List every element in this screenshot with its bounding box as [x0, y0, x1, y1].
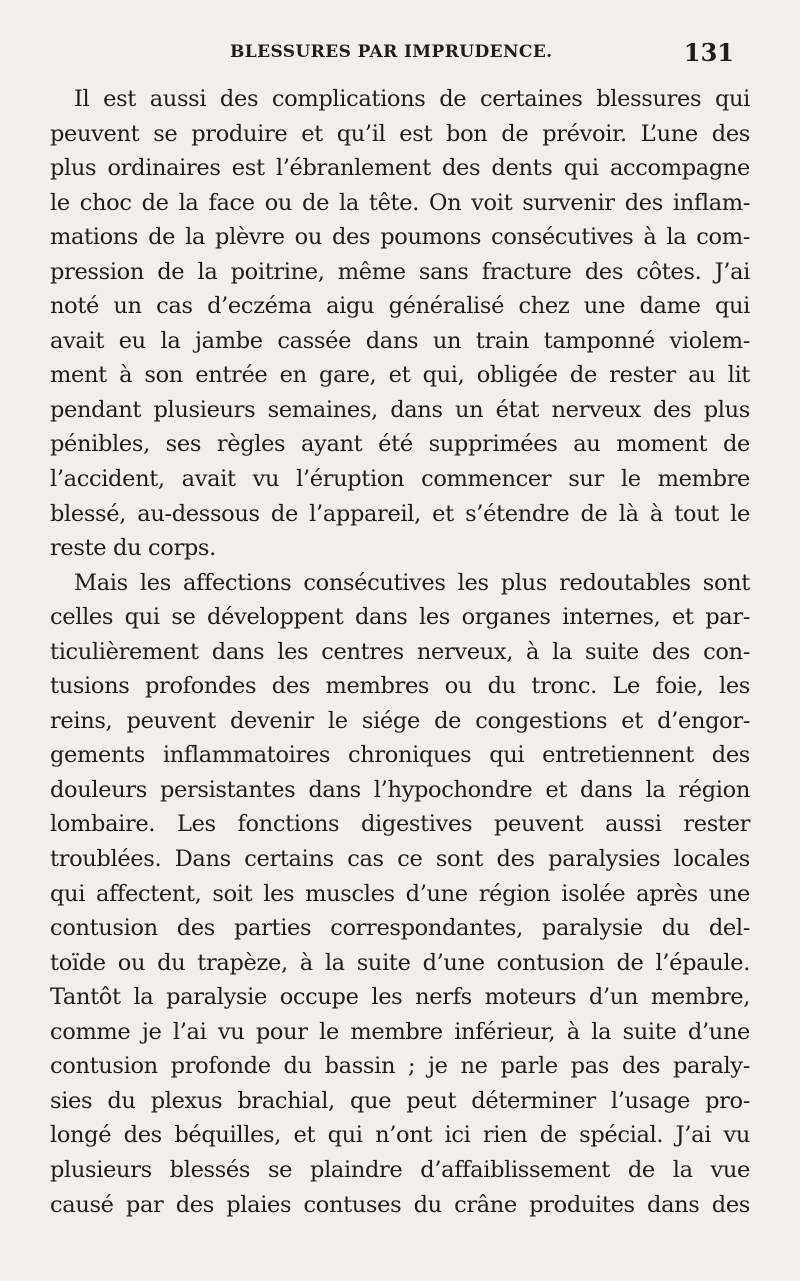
text-line: reste du corps. [50, 535, 216, 562]
text-line: Mais les affections consécutives les plus redoutables sont [74, 569, 750, 596]
running-title: BLESSURES PAR IMPRUDENCE. [230, 42, 553, 62]
text-line: le choc de la face ou de la tête. On voit survenir des inflam- [50, 189, 750, 216]
text-line: comme je l’ai vu pour le membre inférieur, à la suite d’une [50, 1018, 750, 1045]
text-line: tusions profondes des membres ou du tronc. Le foie, les [50, 673, 750, 700]
text-line: Il est aussi des complications de certaines blessures qui [74, 86, 750, 112]
text-line: pénibles, ses règles ayant été supprimées au moment de [50, 431, 750, 458]
text-line: plus ordinaires est l’ébranlement des dents qui accompagne [50, 155, 750, 182]
running-header [52, 38, 742, 72]
text-line: avait eu la jambe cassée dans un train tamponné violem- [50, 327, 750, 354]
text-line: pression de la poitrine, même sans fracture des côtes. J’ai [50, 258, 750, 285]
text-line: blessé, au-dessous de l’appareil, et s’étendre de là à tout le [50, 500, 750, 527]
text-line: lombaire. Les fonctions digestives peuvent aussi rester [50, 811, 750, 838]
text-line: celles qui se développent dans les organes internes, et par- [50, 604, 750, 631]
paragraph-2 [50, 566, 750, 1222]
body-text [50, 82, 750, 1222]
text-line: noté un cas d’eczéma aigu généralisé chez une dame qui [50, 293, 750, 320]
paragraph-1 [50, 82, 750, 566]
text-line: gements inflammatoires chroniques qui entretiennent des [50, 742, 750, 769]
text-line: qui affectent, soit les muscles d’une région isolée après une [50, 880, 750, 907]
text-line: peuvent se produire et qu’il est bon de prévoir. L’une des [50, 120, 750, 147]
text-line: Tantôt la paralysie occupe les nerfs moteurs d’un membre, [50, 984, 750, 1011]
text-line: ticulièrement dans les centres nerveux, à la suite des con- [50, 638, 750, 665]
text-line: toïde ou du trapèze, à la suite d’une contusion de l’épaule. [50, 949, 750, 976]
text-line: l’accident, avait vu l’éruption commencer sur le membre [50, 466, 750, 493]
text-line: plusieurs blessés se plaindre d’affaiblissement de la vue [50, 1156, 750, 1183]
text-line: ment à son entrée en gare, et qui, obligée de rester au lit [50, 362, 750, 389]
text-line: troublées. Dans certains cas ce sont des paralysies locales [50, 846, 750, 873]
text-line: sies du plexus brachial, que peut déterminer l’usage pro- [50, 1087, 750, 1114]
text-line: causé par des plaies contuses du crâne produites dans des [50, 1191, 750, 1218]
text-line: douleurs persistantes dans l’hypochondre et dans la région [50, 776, 750, 803]
text-line: contusion profonde du bassin ; je ne parle pas des paraly- [50, 1053, 750, 1080]
text-line: longé des béquilles, et qui n’ont ici rien de spécial. J’ai vu [50, 1122, 750, 1149]
text-line: mations de la plèvre ou des poumons consécutives à la com- [50, 224, 750, 251]
text-line: reins, peuvent devenir le siége de congestions et d’engor- [50, 707, 750, 734]
text-line: pendant plusieurs semaines, dans un état nerveux des plus [50, 396, 750, 423]
page-number: 131 [683, 38, 734, 67]
text-line: contusion des parties correspondantes, paralysie du del- [50, 915, 750, 942]
